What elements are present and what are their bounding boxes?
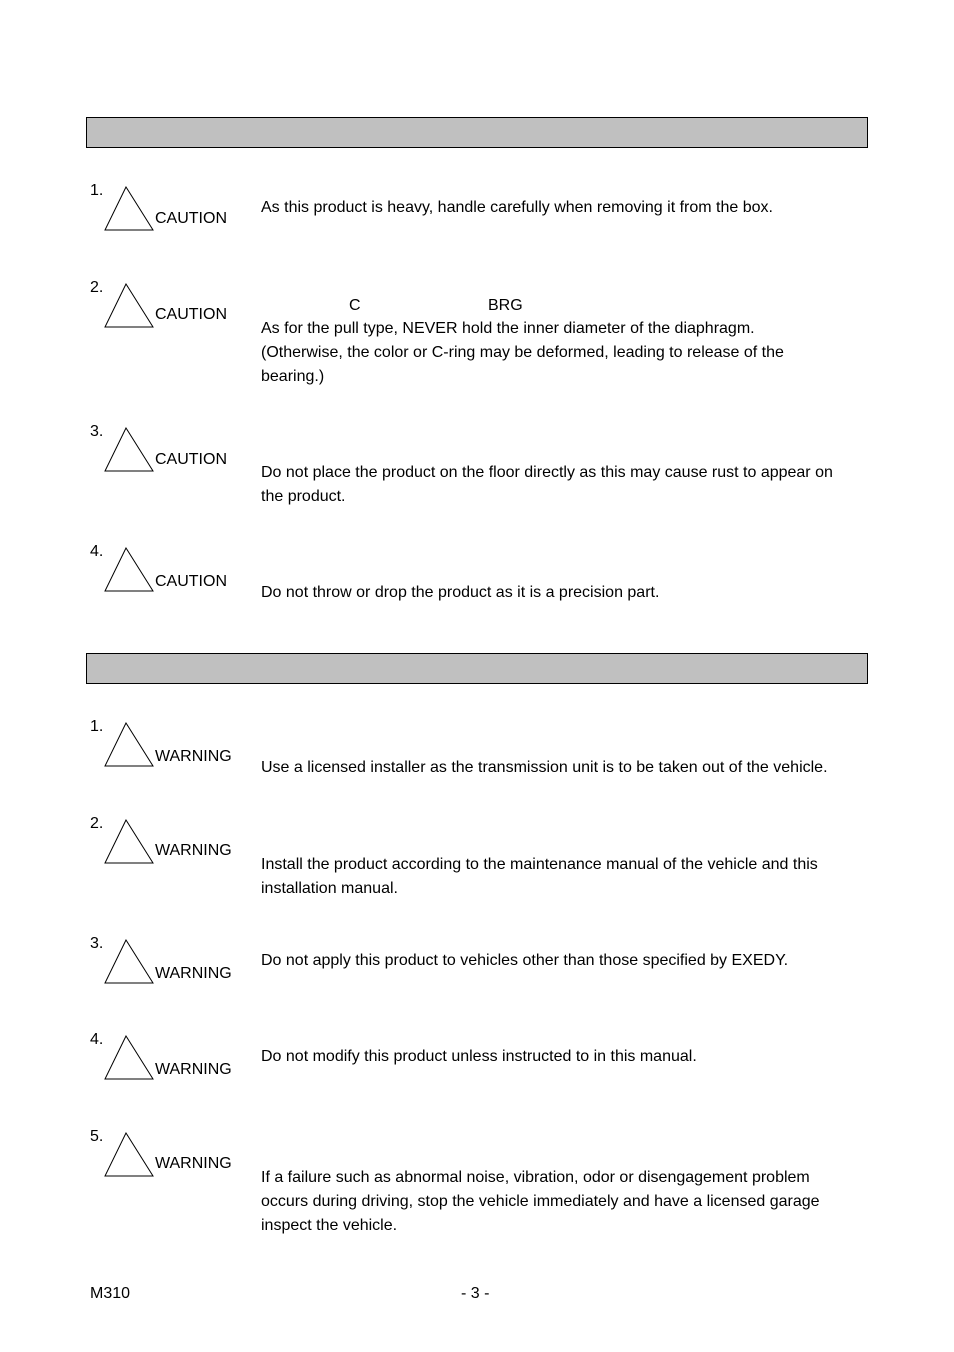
text-line: As for the pull type, NEVER hold the inner diameter of the diaphragm. (261, 320, 755, 337)
warning-text (261, 853, 871, 901)
caution-text (261, 317, 871, 389)
text-line: the product. (261, 488, 346, 505)
warning-triangle-icon (104, 1035, 154, 1081)
footer-page-number: - 3 - (461, 1285, 490, 1302)
text-line: Do not modify this product unless instructed to in this manual. (261, 1048, 697, 1065)
text-line: installation manual. (261, 880, 398, 897)
item-number: 4. (90, 543, 104, 560)
text-line: Do not apply this product to vehicles other than those specified by EXEDY. (261, 952, 789, 969)
item-number: 2. (90, 279, 104, 296)
text-line: Use a licensed installer as the transmission unit is to be taken out of the vehicle. (261, 759, 828, 776)
text-line: Do not throw or drop the product as it is a precision part. (261, 584, 660, 601)
caution-triangle-icon (104, 186, 154, 232)
caution-label: CAUTION (155, 306, 227, 323)
warning-text (261, 756, 871, 780)
text-line: If a failure such as abnormal noise, vibration, odor or disengagement problem (261, 1169, 810, 1186)
warning-label: WARNING (155, 842, 232, 859)
warning-triangle-icon (104, 939, 154, 985)
item-number: 5. (90, 1128, 104, 1145)
warning-triangle-icon (104, 819, 154, 865)
text-line: Install the product according to the maintenance manual of the vehicle and this (261, 856, 818, 873)
text-fragment: BRG (488, 297, 523, 314)
item-number: 4. (90, 1031, 104, 1048)
warning-triangle-icon (104, 722, 154, 768)
text-line: (Otherwise, the color or C-ring may be deformed, leading to release of the (261, 344, 784, 361)
caution-triangle-icon (104, 283, 154, 329)
text-line: inspect the vehicle. (261, 1217, 398, 1234)
warning-label: WARNING (155, 748, 232, 765)
warning-triangle-icon (104, 1132, 154, 1178)
warning-label: WARNING (155, 1061, 232, 1078)
item-number: 2. (90, 815, 104, 832)
warning-text (261, 1166, 871, 1238)
caution-label: CAUTION (155, 573, 227, 590)
text-line: As this product is heavy, handle carefully when removing it from the box. (261, 199, 773, 216)
caution-label: CAUTION (155, 210, 227, 227)
warning-text (261, 949, 871, 973)
text-fragment: C (349, 297, 361, 314)
text-line: occurs during driving, stop the vehicle immediately and have a licensed garage (261, 1193, 820, 1210)
caution-text (261, 581, 871, 605)
caution-text (261, 196, 871, 220)
caution-triangle-icon (104, 547, 154, 593)
item-number: 3. (90, 423, 104, 440)
item-number: 1. (90, 718, 104, 735)
item-number: 1. (90, 182, 104, 199)
caution-label: CAUTION (155, 451, 227, 468)
warning-label: WARNING (155, 965, 232, 982)
caution-text (261, 461, 871, 509)
caution-triangle-icon (104, 427, 154, 473)
warning-section-header-bar (86, 653, 868, 684)
footer-doc-code: M310 (90, 1285, 131, 1302)
text-line: Do not place the product on the floor directly as this may cause rust to appear on (261, 464, 833, 481)
caution-section-header-bar (86, 117, 868, 148)
item-number: 3. (90, 935, 104, 952)
warning-label: WARNING (155, 1155, 232, 1172)
warning-text (261, 1045, 871, 1069)
text-line: bearing.) (261, 368, 325, 385)
